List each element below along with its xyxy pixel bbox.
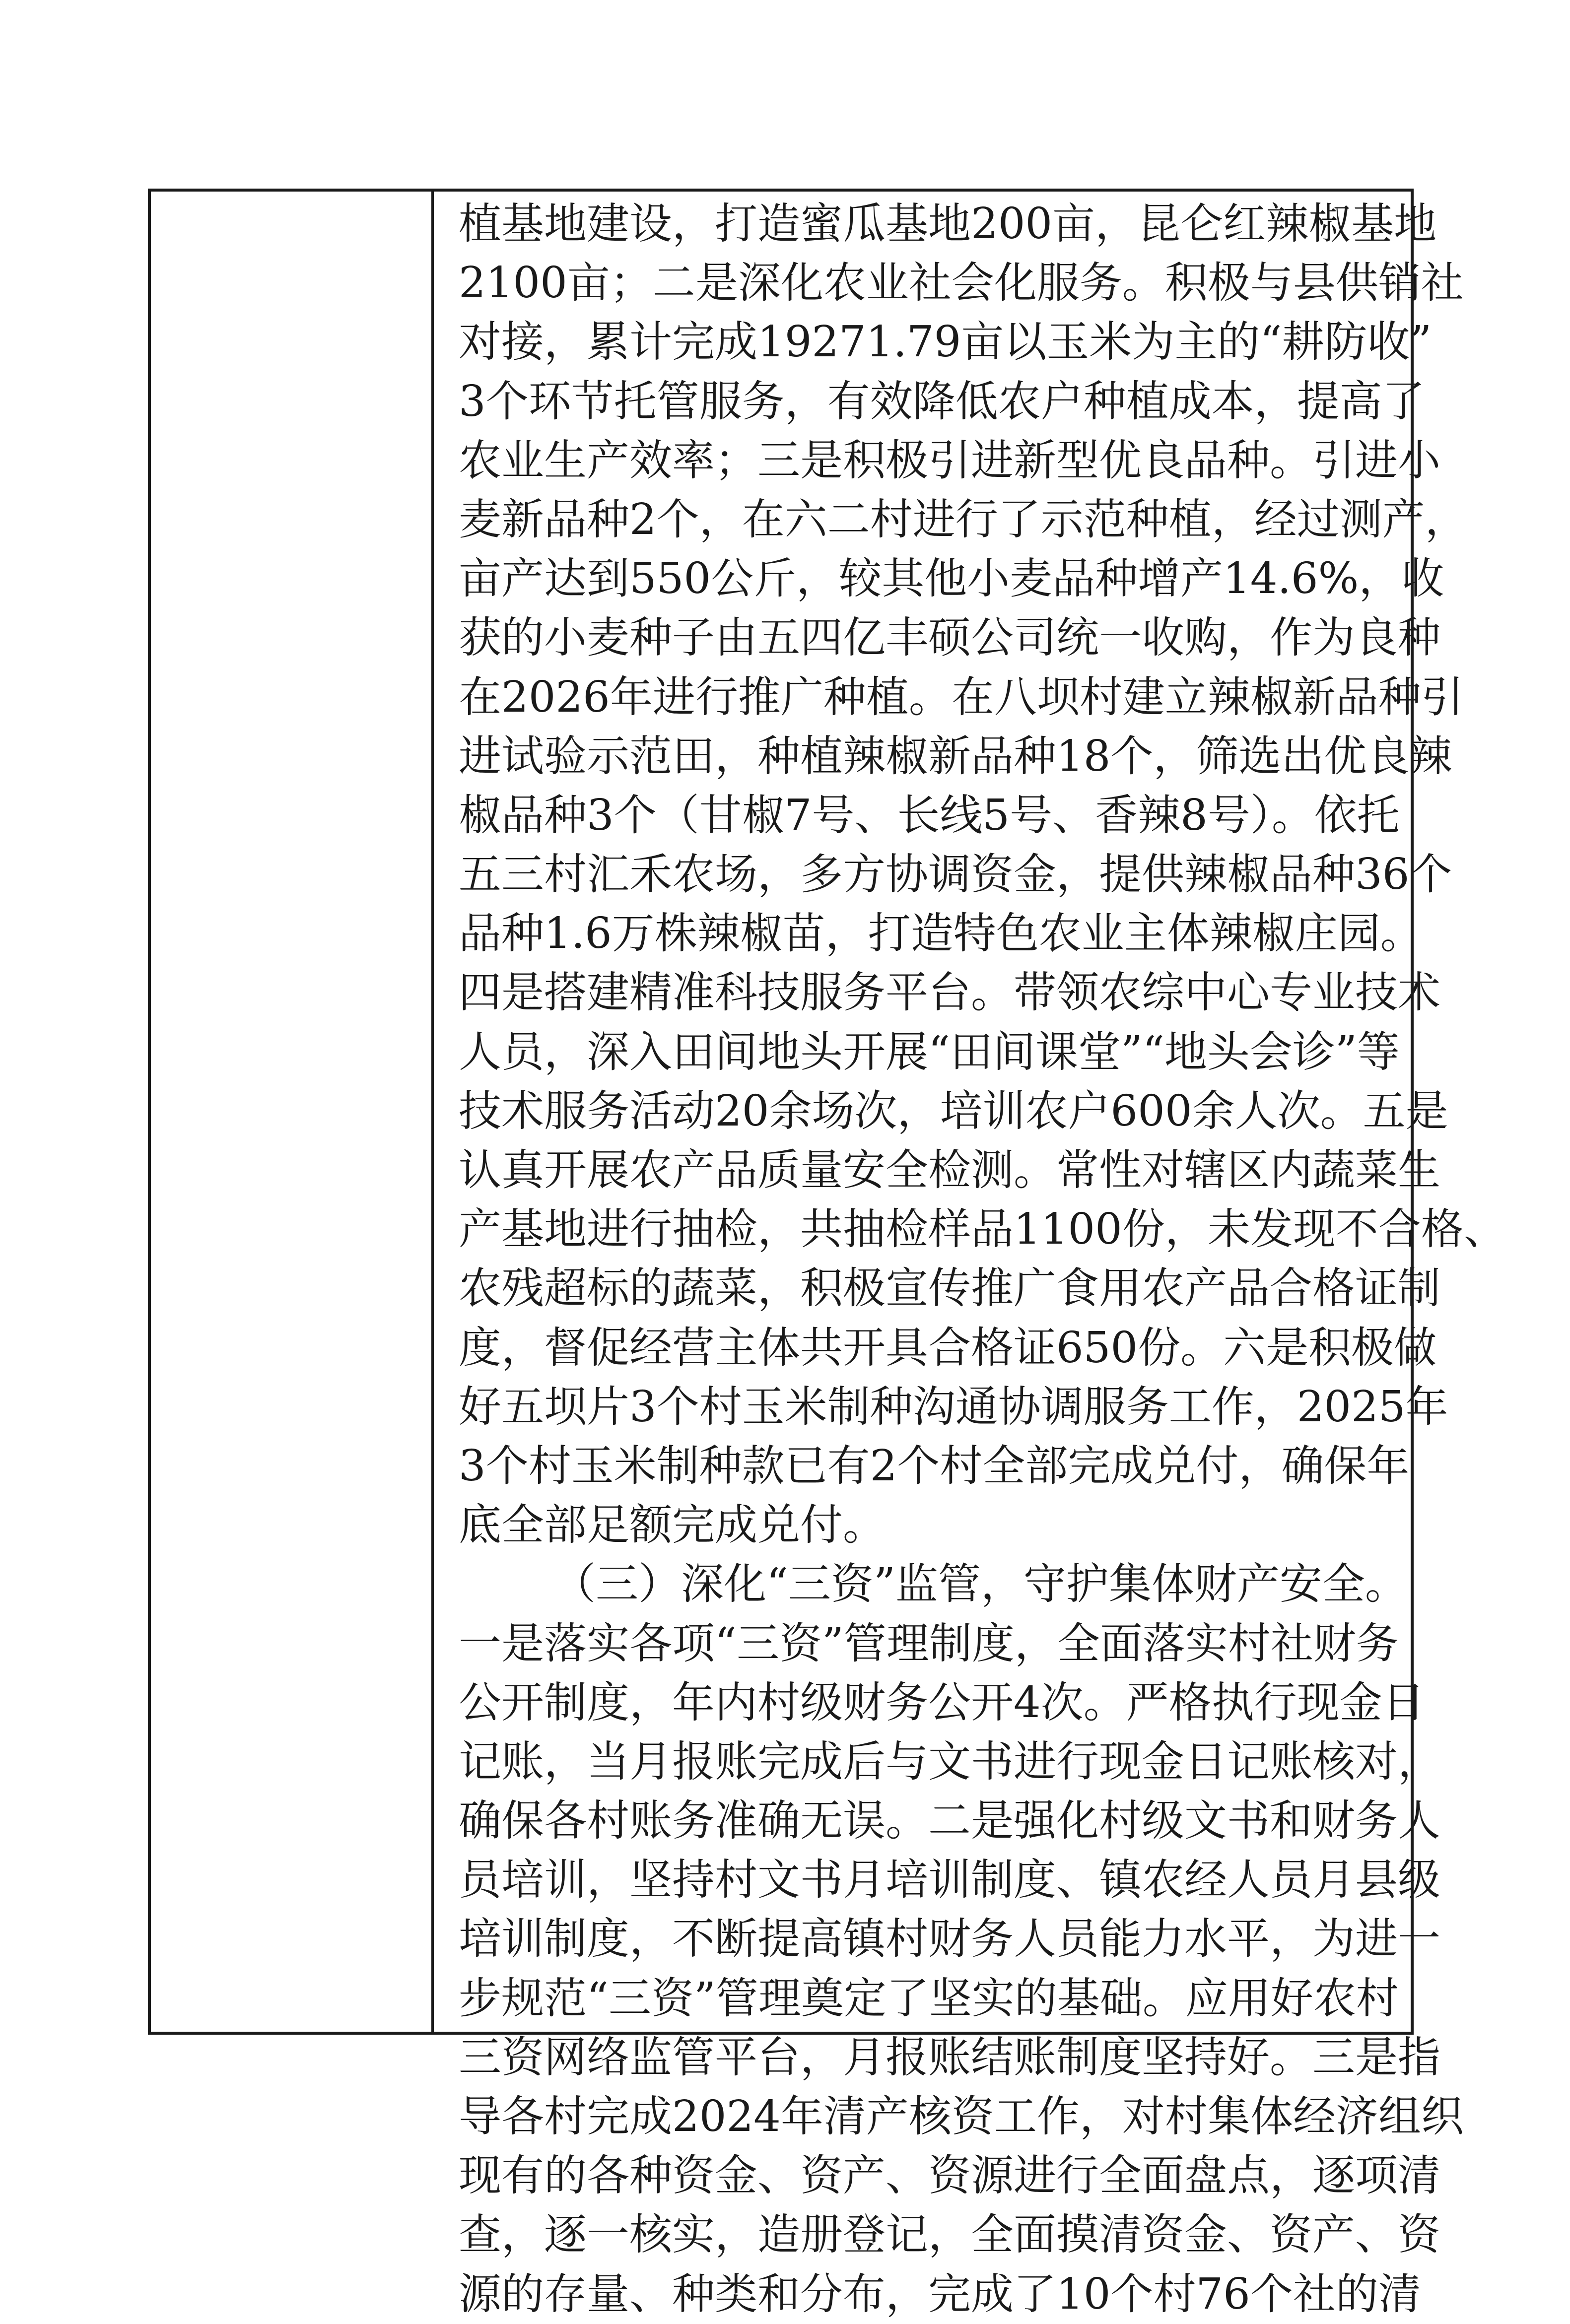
text-line: 农残超标的蔬菜，积极宣传推广食用农产品合格证制 [459,1263,1440,1314]
text-line: 亩产达到550公斤，较其他小麦品种增产14.6%，收 [459,554,1444,604]
text-line: 步规范“三资”管理奠定了坚实的基础。应用好农村 [459,1973,1399,2023]
document-table [148,189,1506,2319]
text-line: 农业生产效率；三是积极引进新型优良品种。引进小 [459,435,1440,485]
text-line: 2100亩；二是深化农业社会化服务。积极与县供销社 [459,258,1464,308]
text-line: 五三村汇禾农场，多方协调资金，提供辣椒品种36个 [459,850,1452,900]
text-line: 培训制度，不断提高镇村财务人员能力水平，为进一 [459,1914,1440,1964]
text-line: 品种1.6万株辣椒苗，打造特色农业主体辣椒庄园。 [459,909,1423,959]
text-line: 植基地建设，打造蜜瓜基地200亩，昆仑红辣椒基地 [459,199,1437,249]
text-line: 3个村玉米制种款已有2个村全部完成兑付，确保年 [459,1441,1410,1491]
text-line: 3个环节托管服务，有效降低农户种植成本，提高了 [459,376,1425,426]
text-line: 技术服务活动20余场次，培训农户600余人次。五是 [459,1086,1448,1136]
text-line: 产基地进行抽检，共抽检样品1100份，未发现不合格、 [459,1204,1506,1255]
text-line: 在2026年进行推广种植。在八坝村建立辣椒新品种引 [459,672,1464,722]
text-line: 三资网络监管平台，月报账结账制度坚持好。三是指 [459,2032,1440,2082]
section-heading: （三）深化“三资”监管，守护集体财产安全。 [553,1559,1408,1609]
table-left-column [151,192,434,2032]
text-line: 四是搭建精准科技服务平台。带领农综中心专业技术 [459,968,1440,1018]
text-line: 员培训，坚持村文书月培训制度、镇农经人员月县级 [459,1855,1440,1905]
text-line: 人员，深入田间地头开展“田间课堂”“地头会诊”等 [459,1027,1400,1077]
text-line: 进试验示范田，种植辣椒新品种18个，筛选出优良辣 [459,731,1452,781]
text-line: 记账，当月报账完成后与文书进行现金日记账核对， [459,1736,1440,1787]
text-line: 底全部足额完成兑付。 [459,1500,886,1550]
text-line: 确保各村账务准确无误。二是强化村级文书和财务人 [459,1796,1440,1846]
text-line: 导各村完成2024年清产核资工作，对村集体经济组织 [459,2092,1464,2141]
text-line: 对接，累计完成19271.79亩以玉米为主的“耕防收” [459,317,1432,367]
text-line: 度，督促经营主体共开具合格证650份。六是积极做 [459,1323,1437,1373]
text-line: 现有的各种资金、资产、资源进行全面盘点，逐项清 [459,2151,1440,2201]
text-line: 好五坝片3个村玉米制种沟通协调服务工作，2025年 [459,1382,1448,1432]
text-line: 椒品种3个（甘椒7号、长线5号、香辣8号）。依托 [459,790,1400,840]
text-line: 麦新品种2个，在六二村进行了示范种植，经过测产， [459,494,1468,544]
text-line: 认真开展农产品质量安全检测。常性对辖区内蔬菜生 [459,1145,1440,1195]
text-line: 查，逐一核实，造册登记，全面摸清资金、资产、资 [459,2210,1440,2260]
table-content-cell [434,192,1506,2319]
text-line: 源的存量、种类和分布，完成了10个村76个社的清 [459,2269,1421,2319]
text-line: 获的小麦种子由五四亿丰硕公司统一收购，作为良种 [459,613,1440,663]
text-line: 一是落实各项“三资”管理制度，全面落实村社财务 [459,1618,1399,1668]
text-line: 公开制度，年内村级财务公开4次。严格执行现金日 [459,1677,1425,1727]
